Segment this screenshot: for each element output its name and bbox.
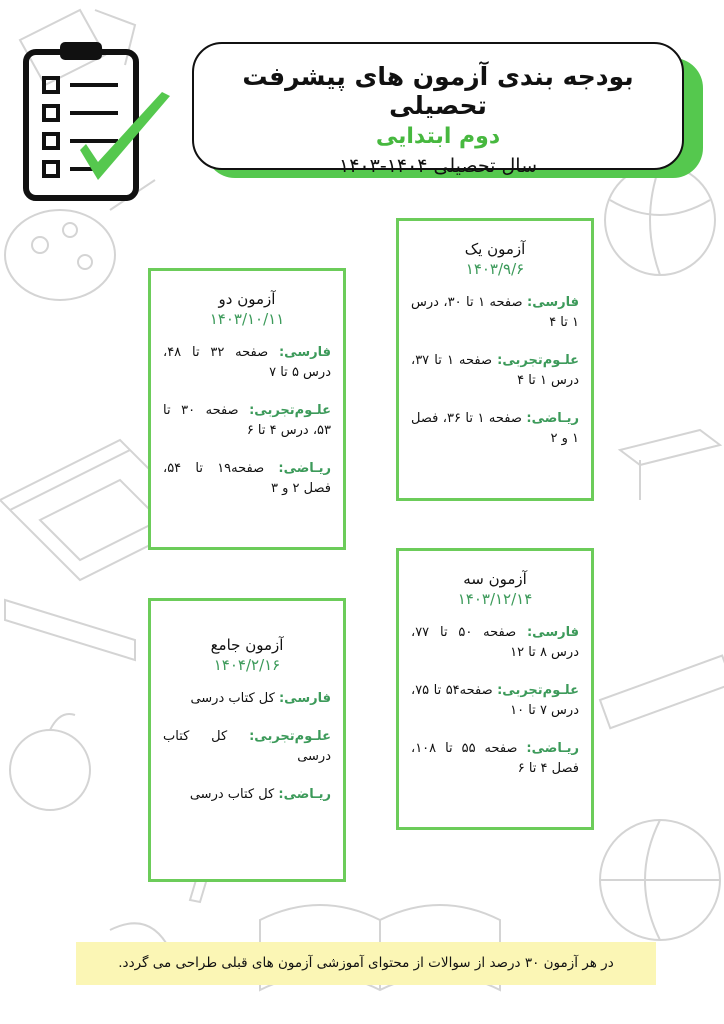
subject-detail: صفحه ۵۰ تا ۷۷، درس ۸ تا ۱۲: [411, 625, 579, 660]
subject-detail: صفحه ۱ تا ۳۰، درس ۱ تا ۴: [411, 295, 579, 330]
subject-label: فارسی:: [278, 691, 331, 706]
exam-date: ۱۴۰۳/۹/۶: [465, 260, 525, 278]
clipboard-checklist-icon: [18, 38, 183, 203]
syllabus-item: [163, 401, 331, 441]
syllabus-item: [411, 739, 579, 779]
subject-label: فارسی:: [527, 295, 580, 310]
header-box: [192, 42, 684, 177]
footer-note: در هر آزمون ۳۰ درصد از سوالات از محتوای آموزشی آزمون های قبلی طراحی می گردد.: [76, 942, 656, 985]
subject-label: فارسی:: [278, 345, 331, 360]
syllabus-item: [163, 459, 331, 499]
syllabus-item: [163, 785, 331, 805]
exam-card-2: [148, 268, 346, 550]
subject-label: علـوم‌تجربی:: [497, 683, 579, 698]
exam-card-comprehensive: [148, 598, 346, 882]
subject-detail: صفحه۱۹ تا ۵۴، فصل ۲ و ۳: [163, 461, 331, 496]
syllabus-item: [411, 681, 579, 721]
syllabus-item: [411, 623, 579, 663]
exam-name: آزمون سه: [463, 570, 527, 588]
checkmark-icon: [80, 92, 170, 180]
exam-name: آزمون یک: [464, 240, 526, 258]
exam-date: ۱۴۰۳/۱۲/۱۴: [457, 590, 533, 608]
subject-label: علـوم‌تجربی:: [249, 729, 331, 744]
exam-date: ۱۴۰۳/۱۰/۱۱: [209, 310, 285, 328]
exam-card-1: [396, 218, 594, 501]
exam-card-3: [396, 548, 594, 830]
subject-label: ریـاضی:: [526, 411, 579, 426]
subject-detail: صفحه ۳۲ تا ۴۸، درس ۵ تا ۷: [163, 345, 331, 380]
subject-detail: کل کتاب درسی: [190, 691, 275, 706]
exam-name: آزمون دو: [218, 290, 276, 308]
subject-detail: صفحه ۵۵ تا ۱۰۸، فصل ۴ تا ۶: [411, 741, 579, 776]
subject-detail: صفحه ۱ تا ۳۷، درس ۱ تا ۴: [411, 353, 579, 388]
subject-label: فارسی:: [526, 625, 579, 640]
subject-label: ریـاضی:: [278, 461, 331, 476]
subject-label: ریـاضی:: [278, 787, 331, 802]
syllabus-item: [411, 409, 579, 449]
grade-label: دوم ابتدایی: [375, 124, 501, 149]
subject-label: علـوم‌تجربی:: [249, 403, 331, 418]
subject-label: ریـاضی:: [526, 741, 580, 756]
syllabus-item: [411, 293, 579, 333]
subject-detail: کل کتاب درسی: [163, 729, 331, 764]
subject-detail: صفحه۵۴ تا ۷۵، درس ۷ تا ۱۰: [411, 683, 579, 718]
exam-date: ۱۴۰۴/۲/۱۶: [213, 656, 281, 674]
school-year: سال تحصیلی ۱۴۰۴-۱۴۰۳: [339, 155, 537, 177]
syllabus-item: [163, 727, 331, 767]
subject-label: علـوم‌تجربی:: [497, 353, 580, 368]
syllabus-item: [163, 343, 331, 383]
syllabus-item: [163, 689, 331, 709]
subject-detail: صفحه ۳۰ تا ۵۳، درس ۴ تا ۶: [163, 403, 331, 438]
page-title: بودجه بندی آزمون های پیشرفت تحصیلی: [242, 62, 634, 120]
subject-detail: صفحه ۱ تا ۳۶، فصل ۱ و ۲: [411, 411, 579, 446]
exam-name: آزمون جامع: [210, 636, 284, 654]
syllabus-item: [411, 351, 579, 391]
subject-detail: کل کتاب درسی: [189, 787, 275, 802]
